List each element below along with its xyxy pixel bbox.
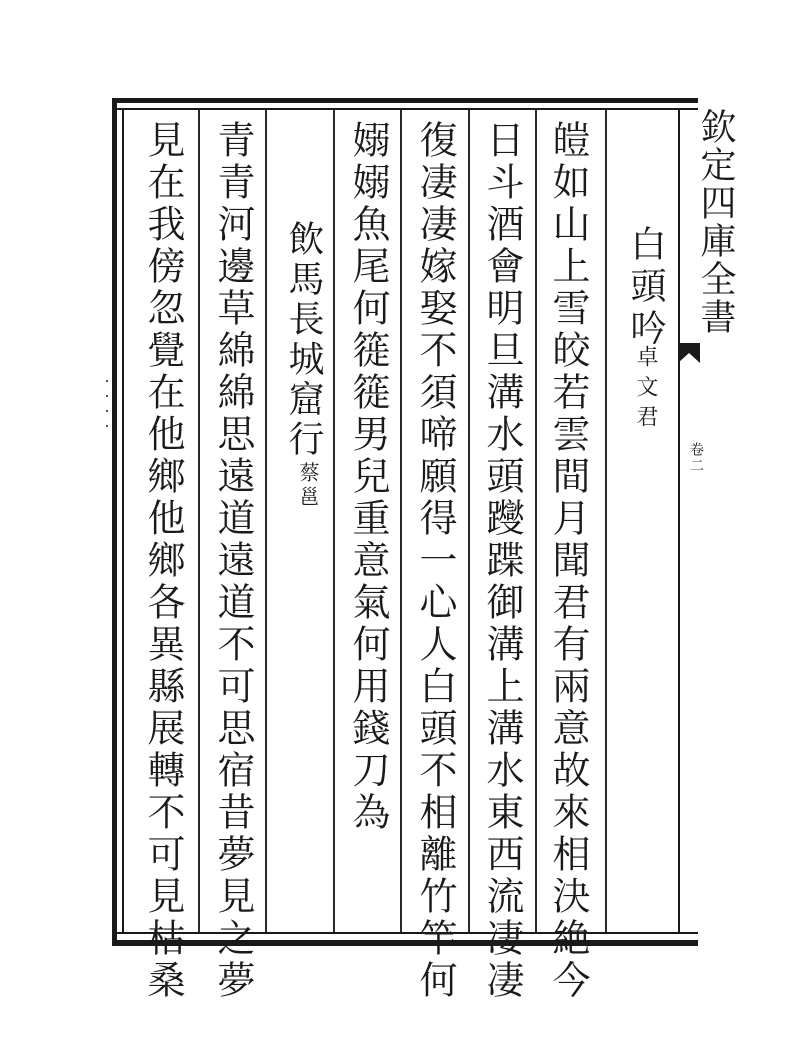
text-column: 復凄凄嫁娶不須啼願得一心人白頭不相離竹竿何: [413, 120, 457, 1002]
text-column: 皚如山上雪皎若雲間月聞君有兩意故來相決絶今: [546, 120, 590, 1002]
frame-left-rule: [112, 98, 117, 946]
spine-mark: [106, 380, 108, 382]
text-column: 青青河邊草綿綿思遠道遠道不可思宿昔夢見之夢: [211, 120, 255, 1002]
margin-juan-number: 卷二: [688, 442, 704, 474]
column-divider: [605, 110, 607, 932]
poem-title: 白頭吟: [625, 225, 666, 351]
text-column: 見在我傍忽覺在他鄉他鄉各異縣展轉不可見枯桑: [141, 120, 185, 1002]
spine-mark: [106, 425, 108, 427]
column-divider: [265, 110, 267, 932]
column-divider: [333, 110, 335, 932]
fish-tail-mark-icon: [678, 343, 700, 363]
spine-mark: [106, 410, 108, 412]
frame-top-rule: [112, 98, 698, 103]
frame-bottom-inner-rule: [112, 932, 698, 934]
frame-left-inner-rule: [122, 108, 124, 934]
column-divider: [400, 110, 402, 932]
frame-bottom-rule: [112, 940, 698, 946]
poem-title: 飲馬長城窟行: [283, 220, 324, 460]
margin-book-title: 欽定四庫全書: [695, 108, 736, 336]
frame-right-rule: [678, 108, 680, 934]
poem-author: 蔡邕: [296, 462, 320, 510]
spine-mark: [106, 395, 108, 397]
column-divider: [198, 110, 200, 932]
column-divider: [468, 110, 470, 932]
poem-author: 卓文君: [633, 345, 658, 435]
column-divider: [535, 110, 537, 932]
text-column: 日斗酒會明旦溝水頭躞蹀御溝上溝水東西流凄凄: [480, 120, 524, 1002]
text-column: 嫋嫋魚尾何簁簁男兒重意氣何用錢刀為: [346, 120, 390, 834]
